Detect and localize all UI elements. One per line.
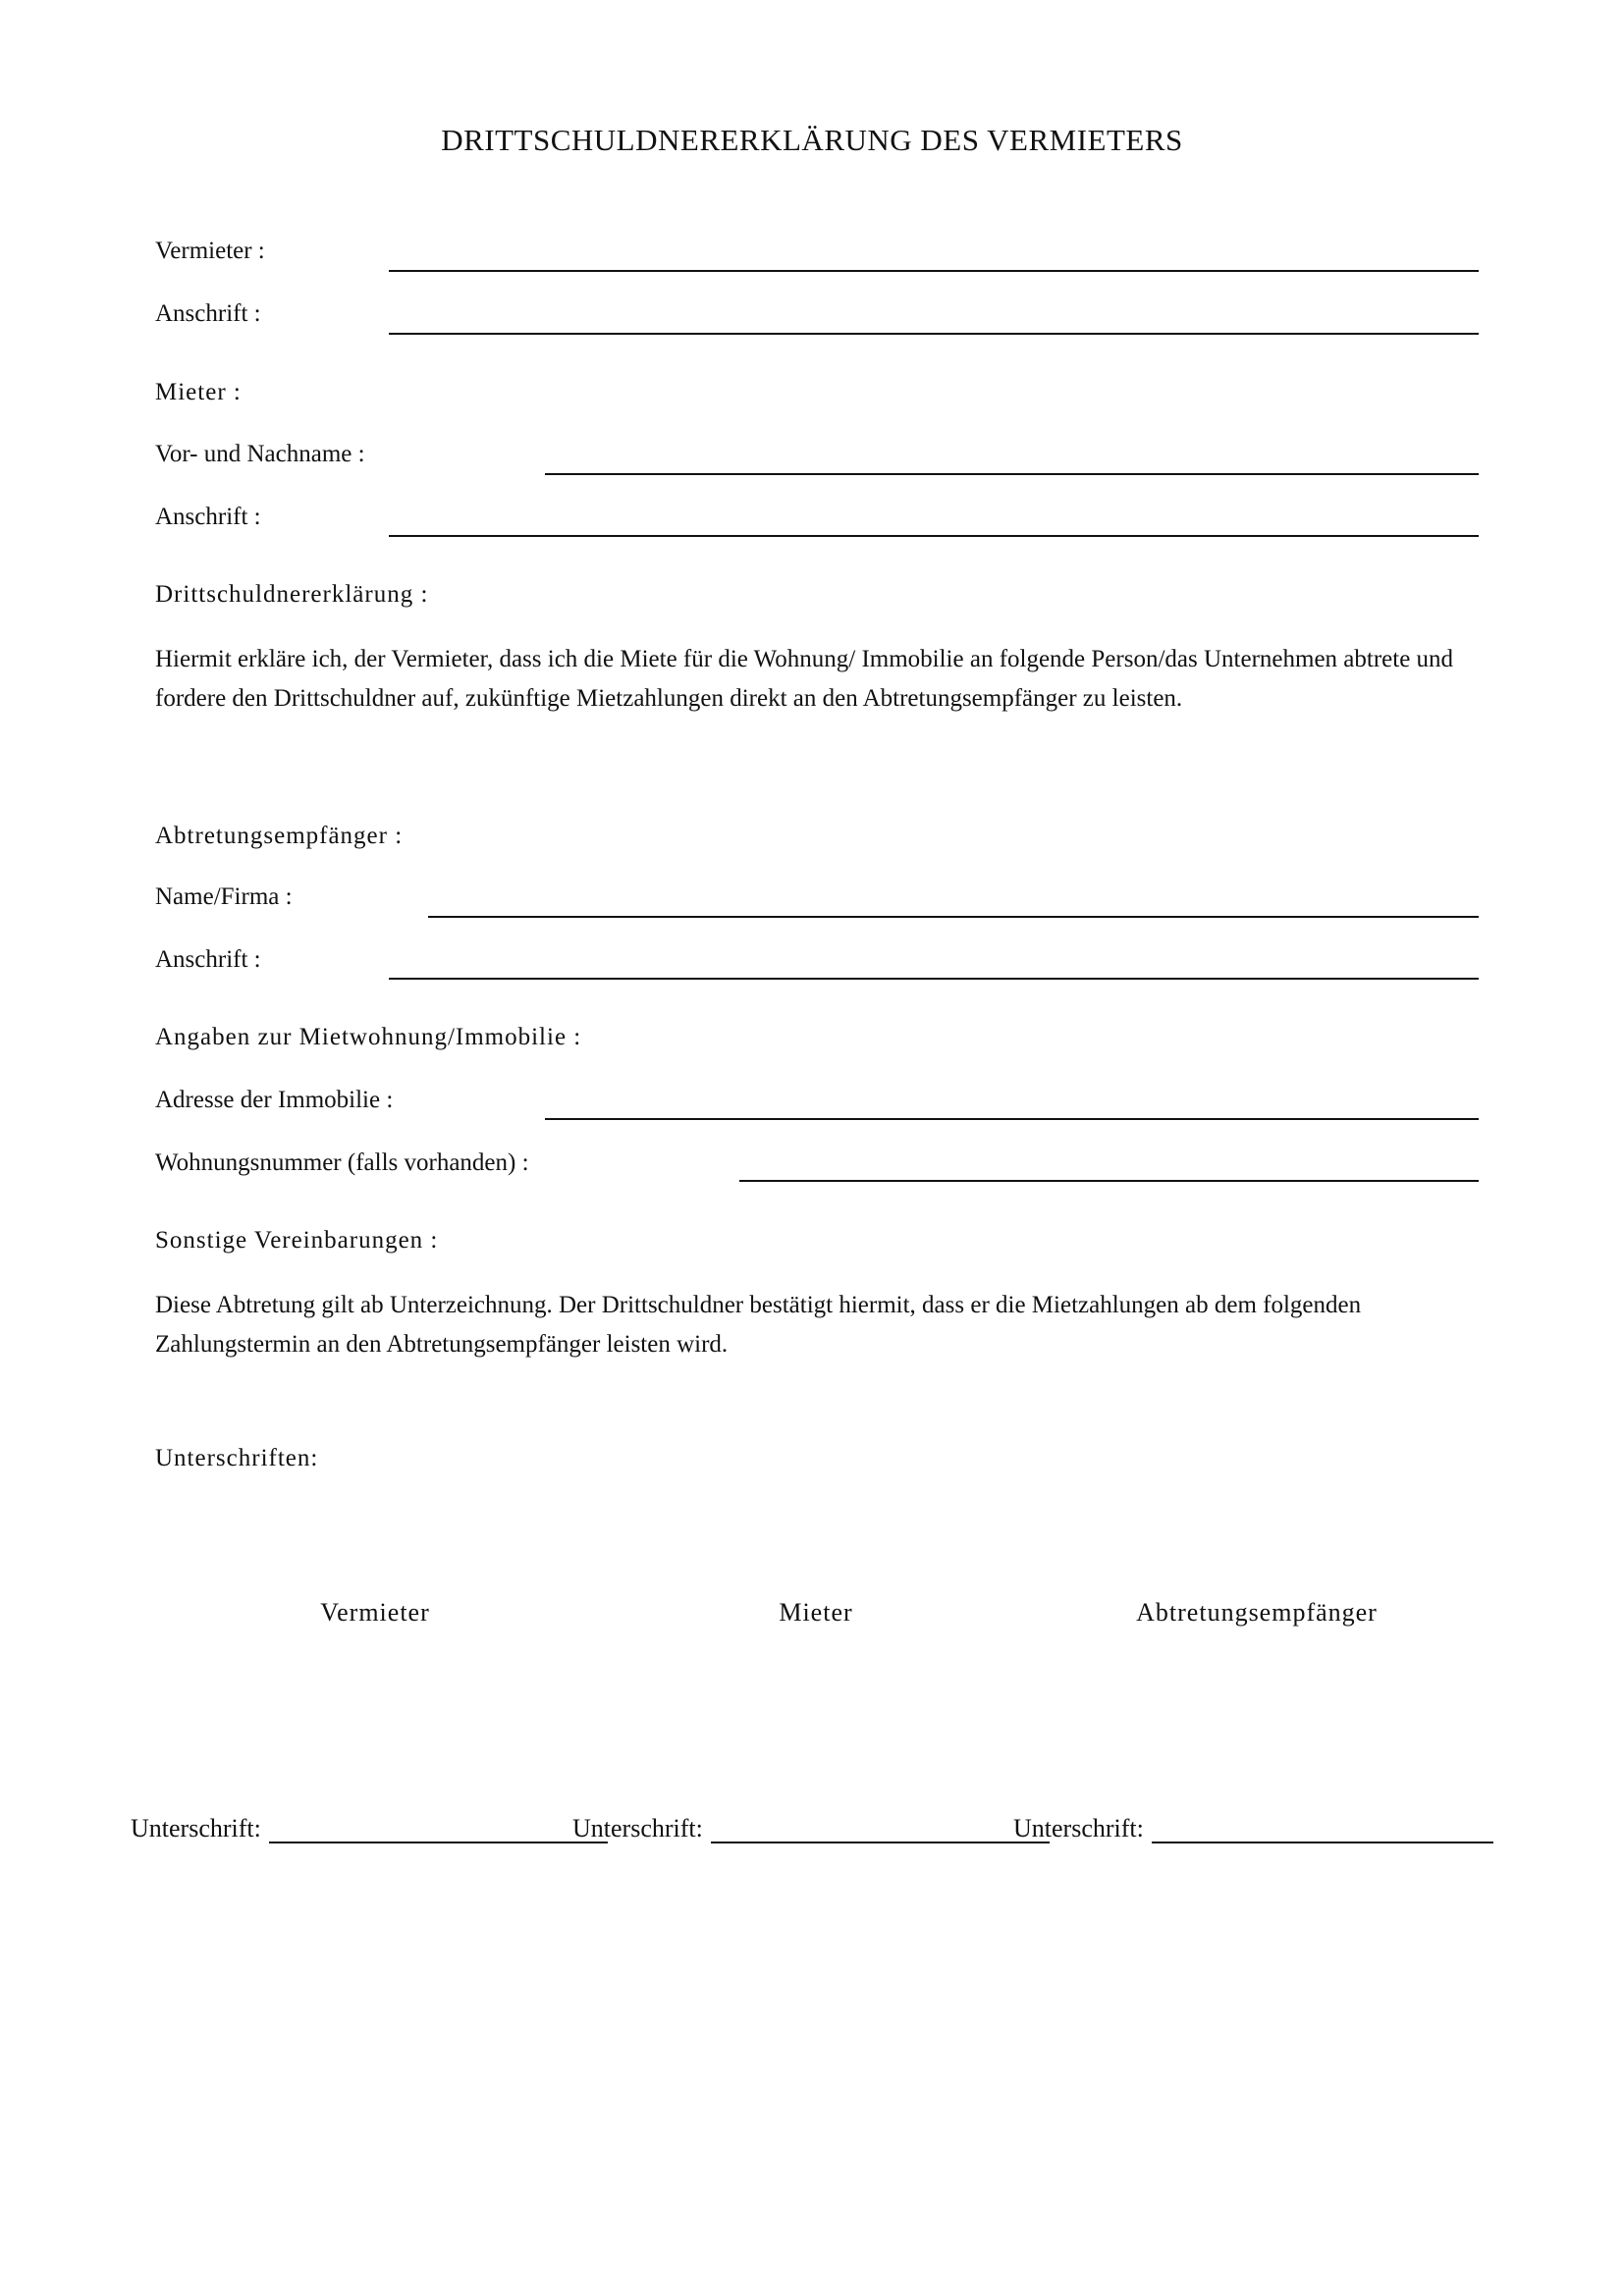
other-section-label: Sonstige Vereinbarungen : [155, 1227, 439, 1254]
assignee-name-label: Name/Firma : [155, 883, 293, 910]
tenant-address-label: Anschrift : [155, 504, 261, 530]
signature-line[interactable] [269, 1816, 608, 1843]
signature-role-tenant: Mieter [779, 1598, 853, 1627]
tenant-name-label: Vor- und Nachname : [155, 441, 365, 467]
signature-field-landlord[interactable] [131, 1814, 608, 1843]
property-unit-line[interactable] [739, 1180, 1479, 1182]
property-address-line[interactable] [545, 1118, 1479, 1120]
tenant-section-label: Mieter : [155, 379, 242, 405]
assignee-section-label: Abtretungsempfänger : [155, 823, 404, 849]
assignee-address-line[interactable] [389, 978, 1479, 980]
assignee-name-line[interactable] [428, 916, 1479, 918]
landlord-label: Vermieter : [155, 238, 265, 264]
signature-line[interactable] [1152, 1816, 1493, 1843]
signature-field-tenant[interactable] [572, 1814, 1050, 1843]
signature-role-assignee: Abtretungsempfänger [1136, 1598, 1378, 1627]
assignee-address-label: Anschrift : [155, 946, 261, 973]
property-unit-label: Wohnungsnummer (falls vorhanden) : [155, 1149, 529, 1176]
signature-field-label: Unterschrift: [131, 1814, 261, 1842]
signatures-section-label: Unterschriften: [155, 1445, 319, 1471]
tenant-name-line[interactable] [545, 473, 1479, 475]
landlord-name-line[interactable] [389, 270, 1479, 272]
document-title: DRITTSCHULDNERERKLÄRUNG DES VERMIETERS [441, 123, 1183, 157]
other-text: Diese Abtretung gilt ab Unterzeichnung. Der Drittschuldner bestätigt hiermit, dass er die Mietzahlungen ab dem folgenden Zahlungstermin an den Abtretungsempfänger leisten wird. [155, 1292, 1362, 1358]
landlord-address-label: Anschrift : [155, 300, 261, 327]
property-address-label: Adresse der Immobilie : [155, 1087, 394, 1113]
signature-field-assignee[interactable] [1013, 1814, 1493, 1843]
signature-field-label: Unterschrift: [572, 1814, 703, 1842]
tenant-address-line[interactable] [389, 535, 1479, 537]
signature-line[interactable] [711, 1816, 1050, 1843]
signature-field-label: Unterschrift: [1013, 1814, 1144, 1842]
property-section-label: Angaben zur Mietwohnung/Immobilie : [155, 1024, 582, 1050]
landlord-address-line[interactable] [389, 333, 1479, 335]
signature-role-landlord: Vermieter [320, 1598, 430, 1627]
declaration-text: Hiermit erkläre ich, der Vermieter, dass ich die Miete für die Wohnung/ Immobilie an folgende Person/das Unternehmen abtrete und fordere den Drittschuldner auf, zukünftige Mietzahlungen direkt an den Abtretungsempfänger zu leisten. [155, 646, 1454, 712]
declaration-section-label: Drittschuldnererklärung : [155, 581, 429, 608]
